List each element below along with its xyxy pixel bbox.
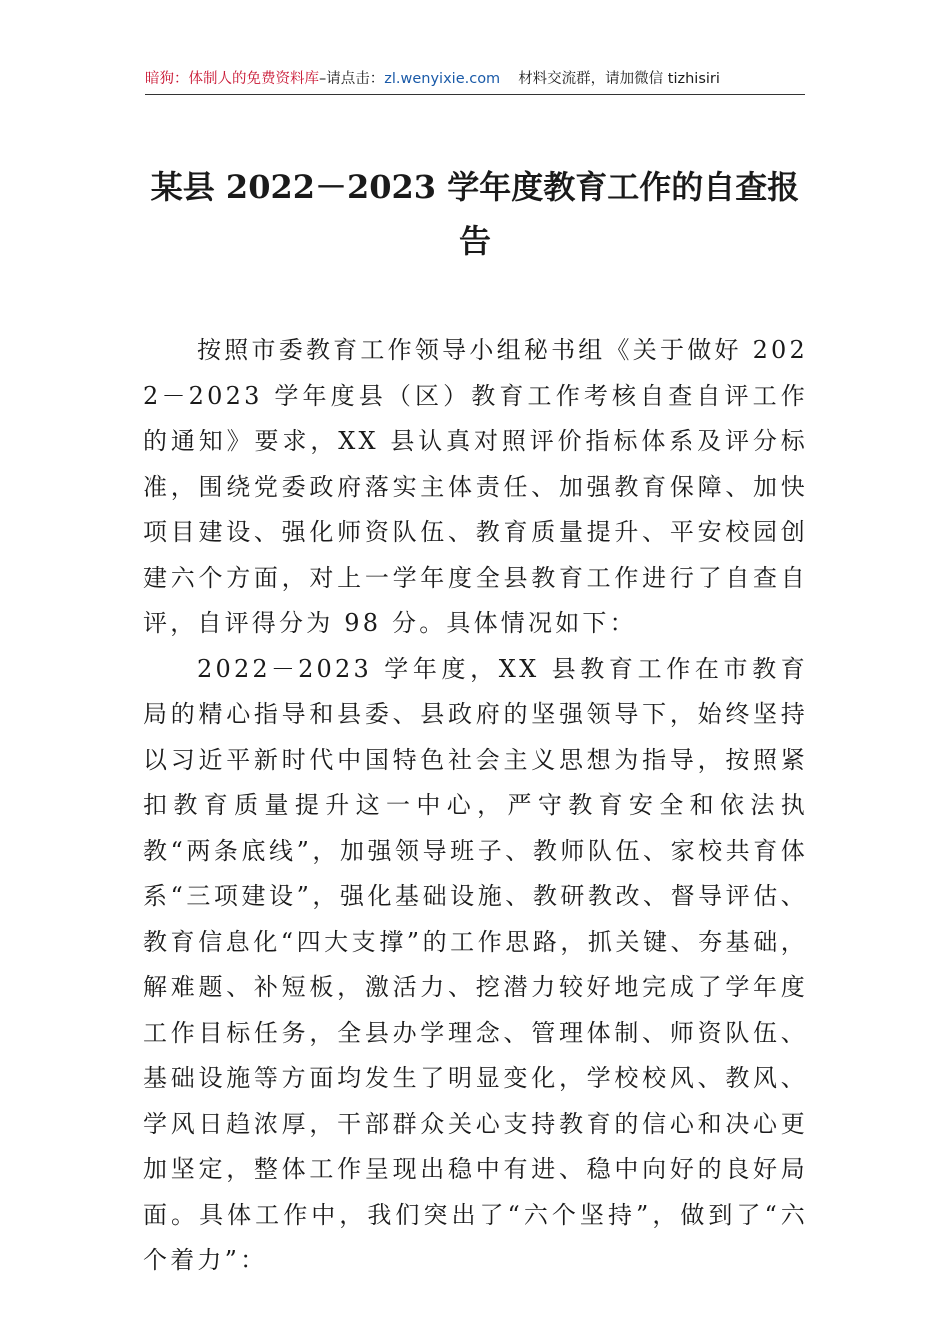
paragraph-intro: 按照市委教育工作领导小组秘书组《关于做好 2022－2023 学年度县（区）教育工作考核自查自评工作的通知》要求，XX 县认真对照评价指标体系及评分标准，围绕党委政府落实主体责任、加强教育保障、加快项目建设、强化师资队伍、教育质量提升、平安校园创建六个方面，对上一学年度全县教育工作进行了自查自评，自评得分为 98 分。具体情况如下： bbox=[143, 336, 808, 637]
document-body bbox=[143, 328, 808, 1284]
header-click-prompt: –请点击： bbox=[319, 71, 385, 87]
document-title: 某县 2022－2023 学年度教育工作的自查报告 bbox=[150, 168, 800, 260]
header-wechat-note: 材料交流群，请加微信 tizhisiri bbox=[518, 71, 720, 87]
paragraph-overview: 2022－2023 学年度，XX 县教育工作在市教育局的精心指导和县委、县政府的坚强领导下，始终坚持以习近平新时代中国特色社会主义思想为指导，按照紧扣教育质量提升这一中心，严守教育安全和依法执教“两条底线”，加强领导班子、教师队伍、家校共育体系“三项建设”，强化基础设施、教研教改、督导评估、教育信息化“四大支撑”的工作思路，抓关键、夯基础，解难题、补短板，激活力、挖潜力较好地完成了学年度工作目标任务，全县办学理念、管理体制、师资队伍、基础设施等方面均发生了明显变化，学校校风、教风、学风日趋浓厚，干部群众关心支持教育的信心和决心更加坚定，整体工作呈现出稳中有进、稳中向好的良好局面。具体工作中，我们突出了“六个坚持”，做到了“六个着力”： bbox=[143, 654, 808, 1274]
page-header bbox=[145, 66, 805, 95]
header-url-link[interactable]: zl.wenyixie.com bbox=[384, 71, 501, 87]
header-promo-text: 暗狗：体制人的免费资料库 bbox=[145, 71, 319, 87]
